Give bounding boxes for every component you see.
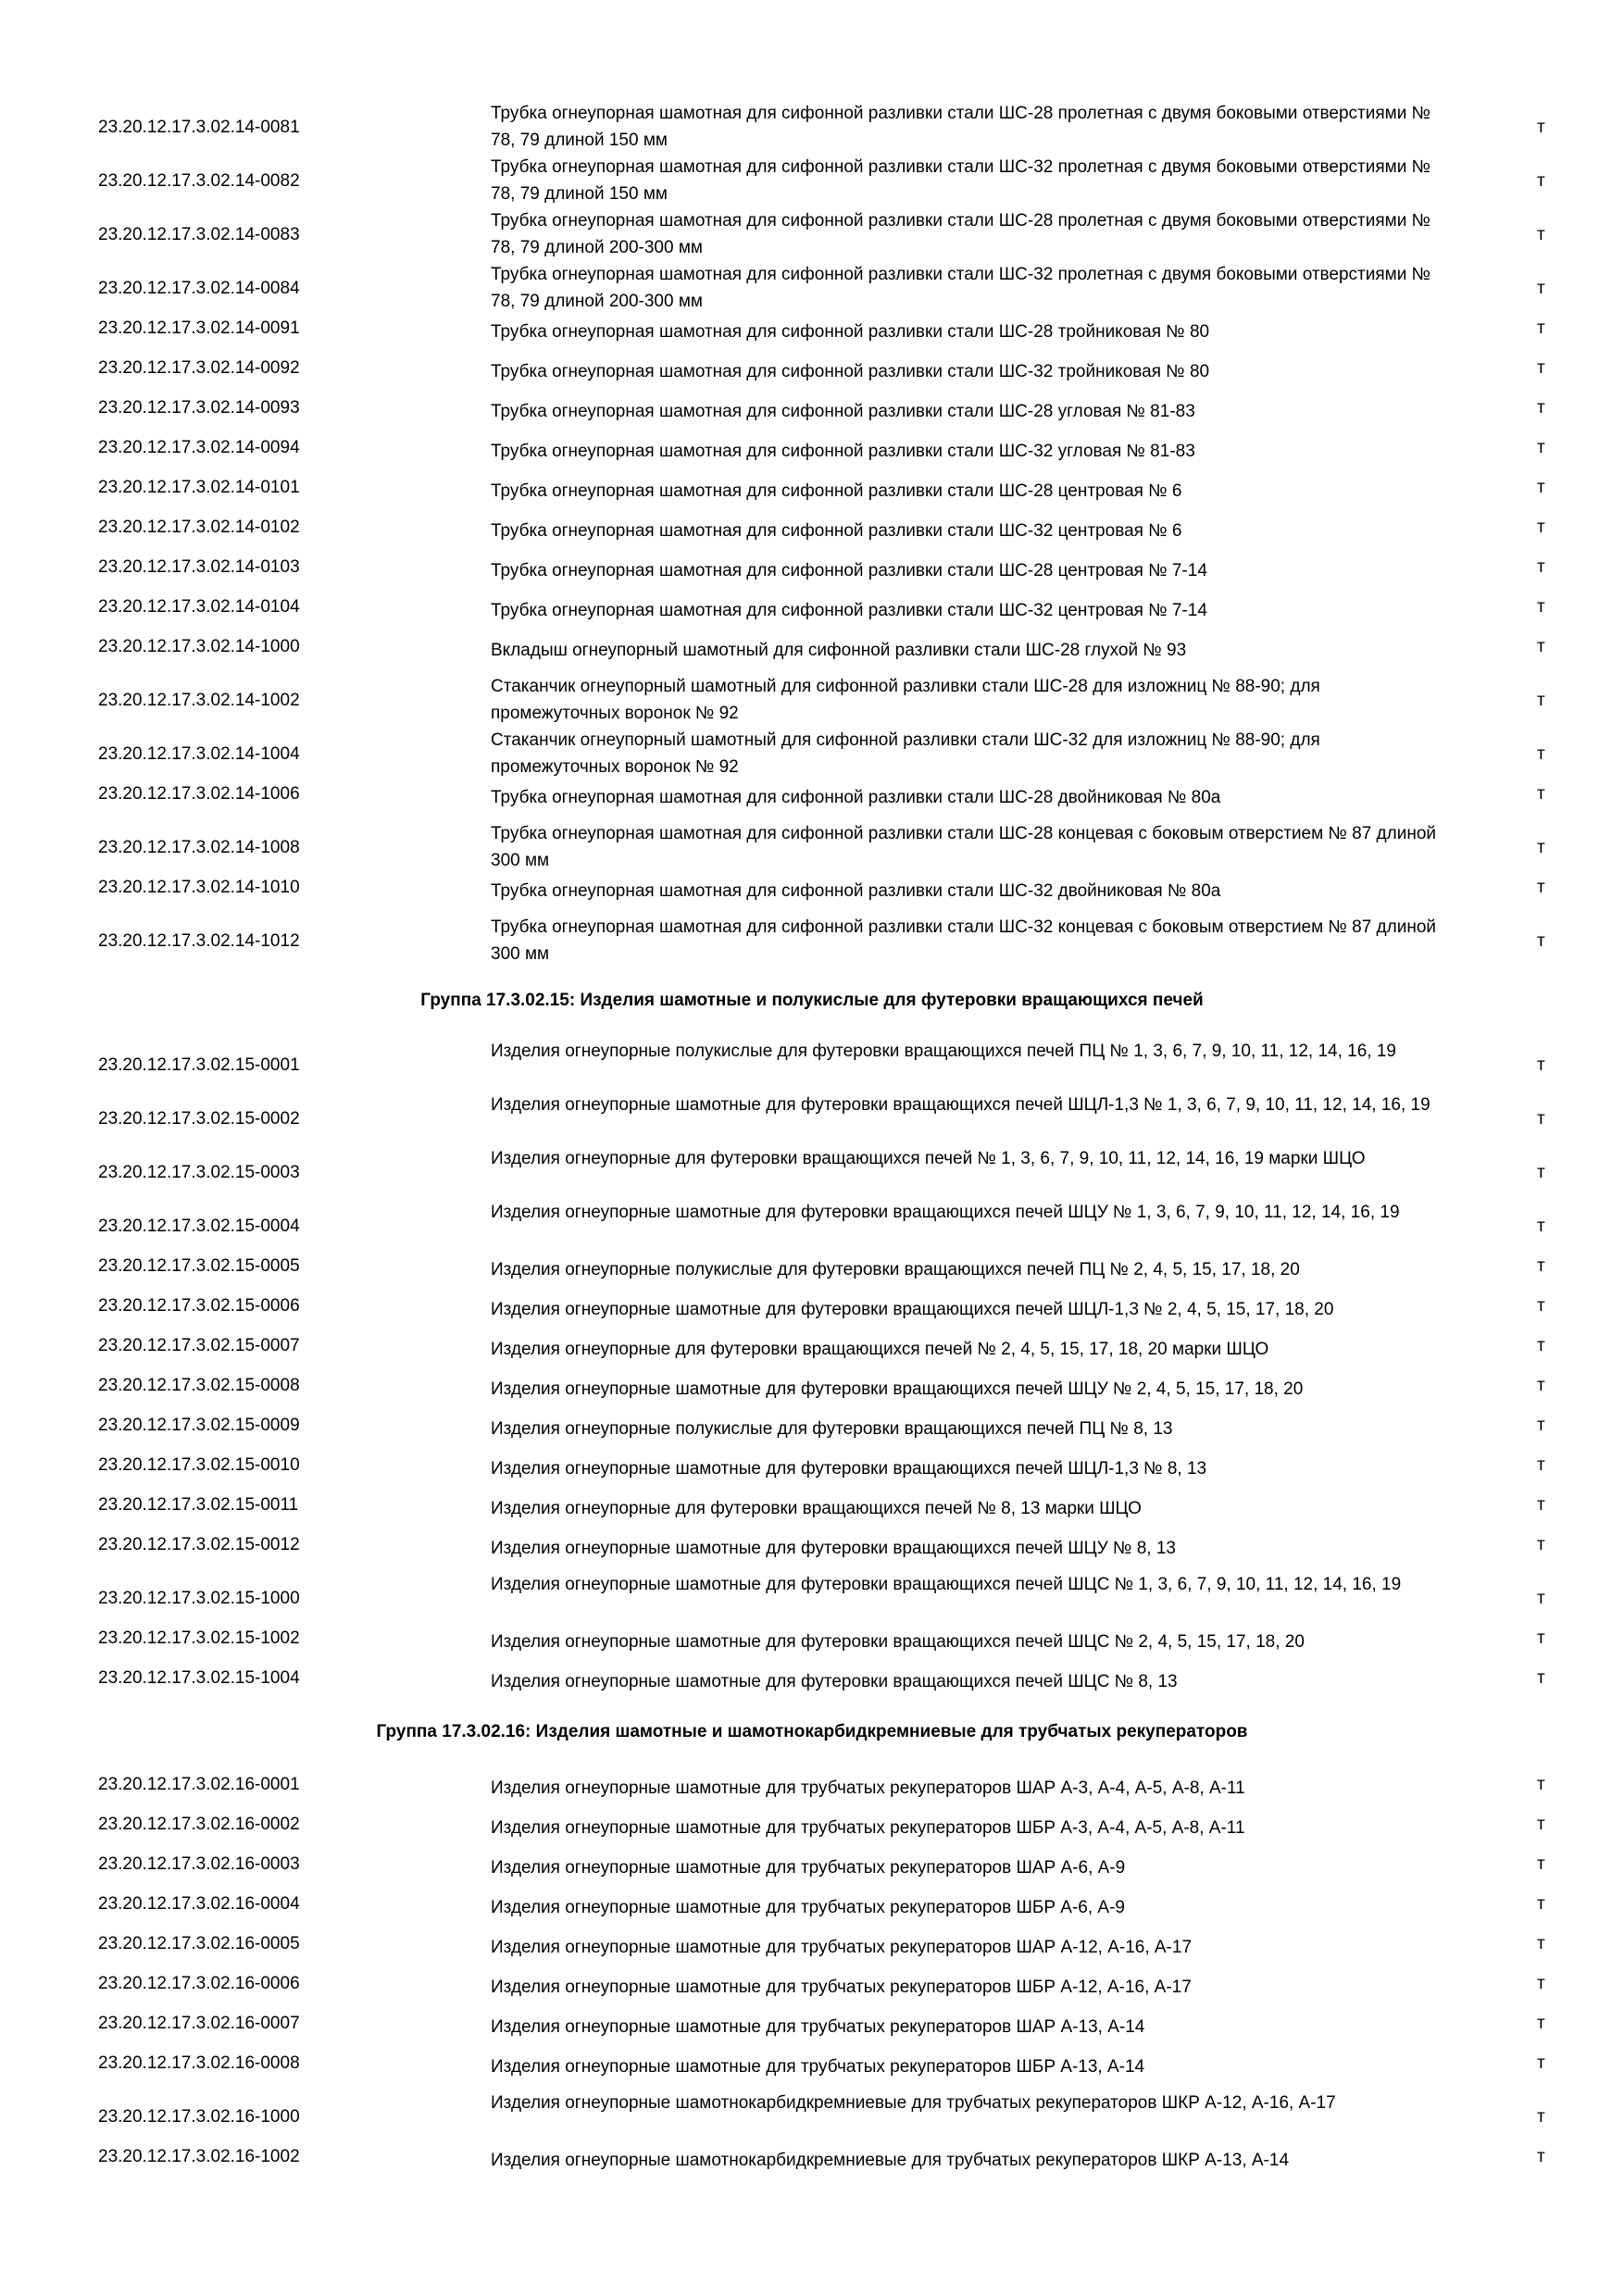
group-heading: Группа 17.3.02.15: Изделия шамотные и полукислые для футеровки вращающихся печей [420, 991, 1204, 1010]
row-code: 23.20.12.17.3.02.15-0003 [98, 1163, 300, 1182]
row-unit: т [1537, 398, 1545, 418]
row-code: 23.20.12.17.3.02.15-0008 [98, 1376, 300, 1395]
row-description: Изделия огнеупорные полукислые для футеровки вращающихся печей ПЦ № 1, 3, 6, 7, 9, 10, 11, 12, 14, 16, 19 [491, 1042, 1396, 1061]
row-code: 23.20.12.17.3.02.16-0004 [98, 1894, 300, 1914]
row-description: Трубка огнеупорная шамотная для сифонной разливки стали ШС-28 центровая № 7-14 [491, 561, 1207, 580]
row-description: Изделия огнеупорные шамотные для футеровки вращающихся печей ШЦУ № 1, 3, 6, 7, 9, 10, 11, 12, 14, 16, 19 [491, 1203, 1400, 1222]
row-description: Вкладыш огнеупорный шамотный для сифонной разливки стали ШС-28 глухой № 93 [491, 641, 1187, 660]
row-description: Трубка огнеупорная шамотная для сифонной разливки стали ШС-32 пролетная с двумя боковыми отверстиями № 78, 79 длиной 150 мм [491, 157, 1430, 204]
group-heading: Группа 17.3.02.16: Изделия шамотные и шамотнокарбидкремниевые для трубчатых рекуператоров [376, 1722, 1248, 1741]
row-unit: т [1537, 1934, 1545, 1953]
row-unit: т [1537, 1815, 1545, 1834]
row-unit: т [1537, 784, 1545, 804]
row-unit: т [1537, 1376, 1545, 1395]
row-code: 23.20.12.17.3.02.14-0104 [98, 597, 300, 617]
row-description: Трубка огнеупорная шамотная для сифонной разливки стали ШС-32 центровая № 6 [491, 521, 1182, 541]
row-description: Изделия огнеупорные шамотные для футеровки вращающихся печей ШЦЛ-1,3 № 2, 4, 5, 15, 17, 18, 20 [491, 1300, 1334, 1319]
row-code: 23.20.12.17.3.02.15-0007 [98, 1336, 300, 1355]
row-description: Трубка огнеупорная шамотная для сифонной разливки стали ШС-32 пролетная с двумя боковыми отверстиями № 78, 79 длиной 200-300 мм [491, 265, 1430, 311]
row-code: 23.20.12.17.3.02.16-1002 [98, 2147, 300, 2166]
row-description: Трубка огнеупорная шамотная для сифонной разливки стали ШС-28 центровая № 6 [491, 481, 1182, 501]
row-unit: т [1537, 1455, 1545, 1475]
row-description: Изделия огнеупорные шамотнокарбидкремниевые для трубчатых рекуператоров ШКР А-12, А-16, А-17 [491, 2093, 1336, 2113]
row-code: 23.20.12.17.3.02.14-1002 [98, 691, 300, 710]
row-code: 23.20.12.17.3.02.14-0102 [98, 518, 300, 537]
row-description: Изделия огнеупорные для футеровки вращающихся печей № 8, 13 марки ШЦО [491, 1499, 1142, 1518]
row-description: Трубка огнеупорная шамотная для сифонной разливки стали ШС-28 пролетная с двумя боковыми отверстиями № 78, 79 длиной 200-300 мм [491, 211, 1430, 257]
row-code: 23.20.12.17.3.02.15-0010 [98, 1455, 300, 1475]
row-description: Стаканчик огнеупорный шамотный для сифонной разливки стали ШС-28 для изложниц № 88-90; для промежуточных воронок № 92 [491, 677, 1320, 723]
row-code: 23.20.12.17.3.02.16-0006 [98, 1974, 300, 1993]
row-code: 23.20.12.17.3.02.14-0084 [98, 279, 300, 298]
row-code: 23.20.12.17.3.02.14-0094 [98, 438, 300, 457]
row-description: Трубка огнеупорная шамотная для сифонной разливки стали ШС-32 угловая № 81-83 [491, 442, 1195, 461]
row-description: Трубка огнеупорная шамотная для сифонной разливки стали ШС-28 двойниковая № 80а [491, 788, 1221, 807]
row-code: 23.20.12.17.3.02.14-1008 [98, 838, 300, 857]
row-code: 23.20.12.17.3.02.16-0002 [98, 1815, 300, 1834]
row-code: 23.20.12.17.3.02.14-0101 [98, 478, 300, 497]
row-code: 23.20.12.17.3.02.16-0001 [98, 1775, 300, 1794]
row-description: Изделия огнеупорные шамотные для футеровки вращающихся печей ШЦС № 2, 4, 5, 15, 17, 18, 20 [491, 1632, 1305, 1652]
row-code: 23.20.12.17.3.02.15-0009 [98, 1416, 300, 1435]
row-description: Изделия огнеупорные шамотнокарбидкремниевые для трубчатых рекуператоров ШКР А-13, А-14 [491, 2151, 1290, 2170]
row-code: 23.20.12.17.3.02.16-0005 [98, 1934, 300, 1953]
row-unit: т [1537, 171, 1545, 191]
row-description: Изделия огнеупорные шамотные для футеровки вращающихся печей ШЦЛ-1,3 № 8, 13 [491, 1459, 1207, 1479]
row-code: 23.20.12.17.3.02.15-0002 [98, 1109, 300, 1129]
row-code: 23.20.12.17.3.02.15-0011 [98, 1495, 299, 1515]
row-code: 23.20.12.17.3.02.15-0005 [98, 1256, 300, 1276]
row-code: 23.20.12.17.3.02.16-1000 [98, 2107, 300, 2127]
row-unit: т [1537, 118, 1545, 137]
row-code: 23.20.12.17.3.02.16-0003 [98, 1854, 300, 1874]
row-description: Стаканчик огнеупорный шамотный для сифонной разливки стали ШС-32 для изложниц № 88-90; для промежуточных воронок № 92 [491, 730, 1320, 777]
row-unit: т [1537, 1589, 1545, 1608]
row-unit: т [1537, 2147, 1545, 2166]
row-description: Изделия огнеупорные шамотные для футеровки вращающихся печей ШЦУ № 2, 4, 5, 15, 17, 18, 20 [491, 1379, 1304, 1399]
row-description: Трубка огнеупорная шамотная для сифонной разливки стали ШС-32 центровая № 7-14 [491, 601, 1207, 620]
row-description: Изделия огнеупорные шамотные для трубчатых рекуператоров ШБР А-6, А-9 [491, 1898, 1125, 1917]
row-code: 23.20.12.17.3.02.14-0083 [98, 225, 300, 244]
row-code: 23.20.12.17.3.02.15-0004 [98, 1217, 300, 1236]
row-unit: т [1537, 225, 1545, 244]
row-unit: т [1537, 1974, 1545, 1993]
row-code: 23.20.12.17.3.02.15-0001 [98, 1055, 300, 1075]
row-unit: т [1537, 1854, 1545, 1874]
row-description: Изделия огнеупорные шамотные для трубчатых рекуператоров ШАР А-3, А-4, А-5, А-8, А-11 [491, 1778, 1245, 1798]
row-code: 23.20.12.17.3.02.14-1010 [98, 878, 300, 897]
row-description: Трубка огнеупорная шамотная для сифонной разливки стали ШС-28 пролетная с двумя боковыми отверстиями № 78, 79 длиной 150 мм [491, 104, 1430, 150]
row-description: Изделия огнеупорные шамотные для трубчатых рекуператоров ШБР А-12, А-16, А-17 [491, 1978, 1192, 1997]
row-unit: т [1537, 1055, 1545, 1075]
row-unit: т [1537, 1495, 1545, 1515]
row-description: Изделия огнеупорные шамотные для футеровки вращающихся печей ШЦУ № 8, 13 [491, 1539, 1176, 1558]
row-description: Изделия огнеупорные шамотные для трубчатых рекуператоров ШАР А-13, А-14 [491, 2017, 1145, 2037]
row-unit: т [1537, 1163, 1545, 1182]
row-unit: т [1537, 2107, 1545, 2127]
row-unit: т [1537, 1894, 1545, 1914]
row-code: 23.20.12.17.3.02.14-0091 [98, 318, 300, 338]
row-code: 23.20.12.17.3.02.14-1004 [98, 744, 300, 764]
row-code: 23.20.12.17.3.02.15-1000 [98, 1589, 300, 1608]
row-unit: т [1537, 878, 1545, 897]
row-description: Изделия огнеупорные для футеровки вращающихся печей № 2, 4, 5, 15, 17, 18, 20 марки ШЦО [491, 1340, 1269, 1359]
row-unit: т [1537, 1775, 1545, 1794]
row-unit: т [1537, 1535, 1545, 1554]
row-description: Изделия огнеупорные шамотные для футеровки вращающихся печей ШЦС № 8, 13 [491, 1672, 1178, 1691]
row-description: Изделия огнеупорные шамотные для трубчатых рекуператоров ШБР А-3, А-4, А-5, А-8, А-11 [491, 1818, 1245, 1838]
row-unit: т [1537, 2053, 1545, 2073]
row-unit: т [1537, 279, 1545, 298]
row-unit: т [1537, 691, 1545, 710]
row-description: Трубка огнеупорная шамотная для сифонной разливки стали ШС-28 концевая с боковым отверстием № 87 длиной 300 мм [491, 824, 1436, 870]
row-unit: т [1537, 2014, 1545, 2033]
row-description: Трубка огнеупорная шамотная для сифонной разливки стали ШС-28 угловая № 81-83 [491, 402, 1195, 421]
row-description: Изделия огнеупорные полукислые для футеровки вращающихся печей ПЦ № 2, 4, 5, 15, 17, 18, 20 [491, 1260, 1300, 1279]
row-code: 23.20.12.17.3.02.14-0081 [98, 118, 300, 137]
row-unit: т [1537, 1256, 1545, 1276]
row-description: Трубка огнеупорная шамотная для сифонной разливки стали ШС-32 концевая с боковым отверстием № 87 длиной 300 мм [491, 917, 1436, 964]
row-description: Изделия огнеупорные шамотные для футеровки вращающихся печей ШЦЛ-1,3 № 1, 3, 6, 7, 9, 10, 11, 12, 14, 16, 19 [491, 1095, 1430, 1115]
row-unit: т [1537, 1416, 1545, 1435]
row-code: 23.20.12.17.3.02.16-0008 [98, 2053, 300, 2073]
row-unit: т [1537, 557, 1545, 577]
row-code: 23.20.12.17.3.02.14-0103 [98, 557, 300, 577]
row-unit: т [1537, 838, 1545, 857]
row-unit: т [1537, 478, 1545, 497]
row-code: 23.20.12.17.3.02.14-0093 [98, 398, 300, 418]
row-unit: т [1537, 1628, 1545, 1648]
row-description: Трубка огнеупорная шамотная для сифонной разливки стали ШС-28 тройниковая № 80 [491, 322, 1210, 342]
row-code: 23.20.12.17.3.02.15-1002 [98, 1628, 300, 1648]
row-unit: т [1537, 318, 1545, 338]
row-unit: т [1537, 1336, 1545, 1355]
row-unit: т [1537, 1296, 1545, 1316]
row-code: 23.20.12.17.3.02.15-0006 [98, 1296, 300, 1316]
row-unit: т [1537, 518, 1545, 537]
row-code: 23.20.12.17.3.02.15-0012 [98, 1535, 300, 1554]
row-description: Изделия огнеупорные шамотные для трубчатых рекуператоров ШАР А-6, А-9 [491, 1858, 1126, 1878]
row-unit: т [1537, 744, 1545, 764]
row-code: 23.20.12.17.3.02.14-1000 [98, 637, 300, 656]
row-unit: т [1537, 1217, 1545, 1236]
row-code: 23.20.12.17.3.02.15-1004 [98, 1668, 300, 1688]
row-code: 23.20.12.17.3.02.14-0092 [98, 358, 300, 378]
row-code: 23.20.12.17.3.02.16-0007 [98, 2014, 300, 2033]
row-unit: т [1537, 358, 1545, 378]
row-description: Изделия огнеупорные шамотные для трубчатых рекуператоров ШАР А-12, А-16, А-17 [491, 1938, 1193, 1957]
row-unit: т [1537, 931, 1545, 951]
row-description: Изделия огнеупорные шамотные для футеровки вращающихся печей ШЦС № 1, 3, 6, 7, 9, 10, 11, 12, 14, 16, 19 [491, 1575, 1402, 1594]
row-unit: т [1537, 438, 1545, 457]
row-description: Изделия огнеупорные для футеровки вращающихся печей № 1, 3, 6, 7, 9, 10, 11, 12, 14, 16, 19 марки ШЦО [491, 1149, 1366, 1168]
row-unit: т [1537, 637, 1545, 656]
row-description: Изделия огнеупорные шамотные для трубчатых рекуператоров ШБР А-13, А-14 [491, 2057, 1145, 2077]
row-description: Изделия огнеупорные полукислые для футеровки вращающихся печей ПЦ № 8, 13 [491, 1419, 1173, 1439]
row-code: 23.20.12.17.3.02.14-1012 [98, 931, 300, 951]
row-unit: т [1537, 1109, 1545, 1129]
row-code: 23.20.12.17.3.02.14-1006 [98, 784, 300, 804]
row-unit: т [1537, 1668, 1545, 1688]
row-description: Трубка огнеупорная шамотная для сифонной разливки стали ШС-32 тройниковая № 80 [491, 362, 1210, 381]
row-description: Трубка огнеупорная шамотная для сифонной разливки стали ШС-32 двойниковая № 80а [491, 881, 1221, 901]
row-unit: т [1537, 597, 1545, 617]
row-code: 23.20.12.17.3.02.14-0082 [98, 171, 300, 191]
